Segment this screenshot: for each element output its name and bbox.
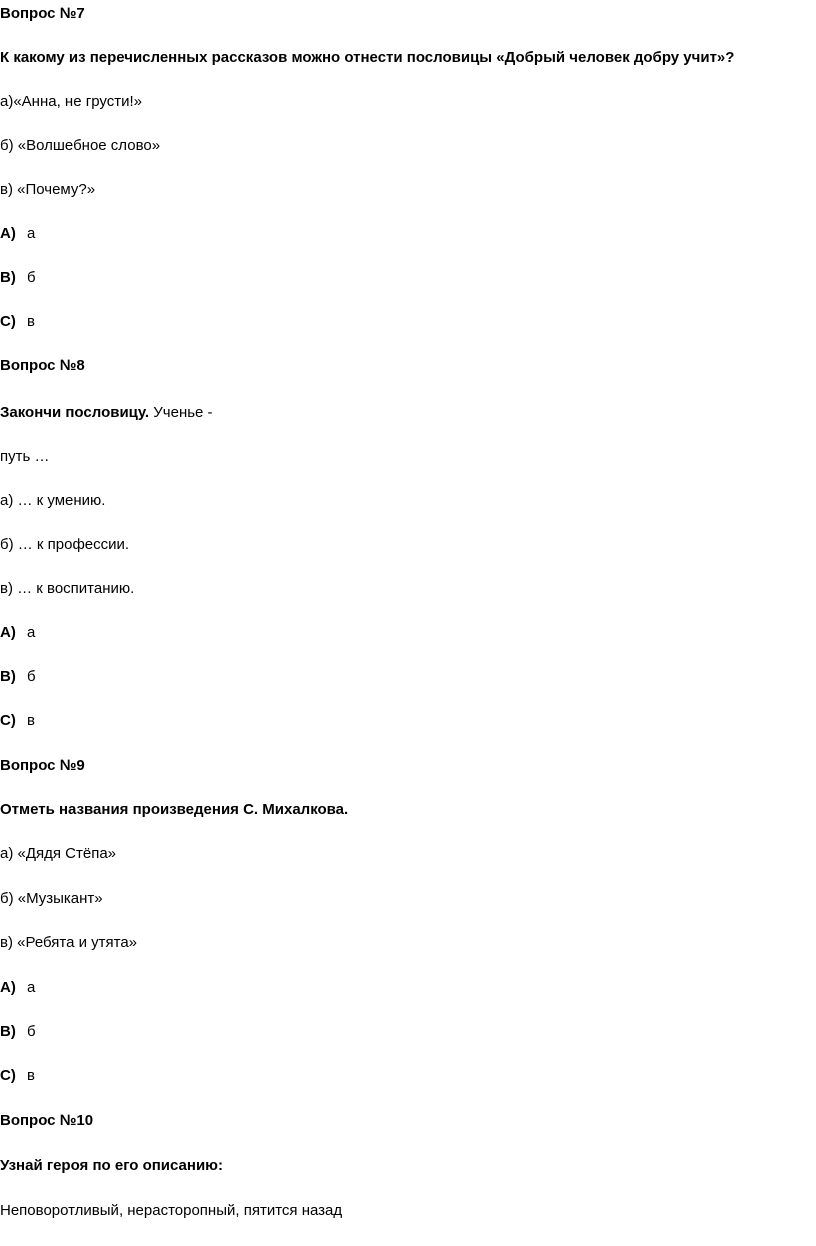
question-9-choice-c[interactable]	[0, 1066, 35, 1086]
choice-letter: C)	[0, 1067, 16, 1084]
question-7-choice-c[interactable]	[0, 312, 35, 332]
question-9-option-b: б) «Музыкант»	[0, 890, 103, 907]
question-8-text-rest: Ученье -	[149, 404, 213, 421]
question-7-option-a: а)«Анна, не грусти!»	[0, 93, 142, 110]
question-8-text-bold: Закончи пословицу.	[0, 404, 150, 421]
choice-value: а	[27, 225, 36, 242]
choice-letter: A)	[0, 979, 16, 996]
question-8-option-a: а) … к умению.	[0, 492, 106, 509]
choice-letter: A)	[0, 624, 16, 641]
question-7-option-b: б) «Волшебное слово»	[0, 137, 161, 154]
choice-value: в	[27, 1067, 35, 1084]
question-8-text	[0, 403, 213, 423]
question-9-choice-a[interactable]	[0, 978, 35, 998]
question-8-option-b: б) … к профессии.	[0, 536, 130, 553]
question-10-text: Узнай героя по его описанию:	[0, 1157, 223, 1174]
question-8-text-continued: путь …	[0, 448, 50, 465]
question-8-heading: Вопрос №8	[0, 357, 85, 374]
choice-value: в	[27, 313, 35, 330]
question-7-heading: Вопрос №7	[0, 5, 85, 22]
question-8-choice-c[interactable]	[0, 711, 35, 731]
choice-value: б	[27, 668, 36, 685]
question-8-choice-a[interactable]	[0, 623, 35, 643]
choice-letter: C)	[0, 313, 16, 330]
question-10-description: Неповоротливый, нерасторопный, пятится назад	[0, 1202, 343, 1219]
choice-letter: A)	[0, 225, 16, 242]
question-7-text: К какому из перечисленных рассказов можно отнести пословицы «Добрый человек добру учит»?	[0, 49, 735, 66]
question-7-choice-b[interactable]	[0, 268, 36, 288]
question-9-option-a: а) «Дядя Стёпа»	[0, 845, 117, 862]
choice-letter: B)	[0, 1023, 16, 1040]
choice-value: а	[27, 979, 36, 996]
question-8-option-c: в) … к воспитанию.	[0, 580, 135, 597]
choice-value: в	[27, 712, 35, 729]
choice-value: б	[27, 269, 36, 286]
question-9-choice-b[interactable]	[0, 1022, 36, 1042]
question-7-option-c: в) «Почему?»	[0, 181, 96, 198]
choice-value: а	[27, 624, 36, 641]
choice-value: б	[27, 1023, 36, 1040]
choice-letter: C)	[0, 712, 16, 729]
question-9-text: Отметь названия произведения С. Михалкова.	[0, 801, 349, 818]
question-8-choice-b[interactable]	[0, 667, 36, 687]
choice-letter: B)	[0, 269, 16, 286]
question-7-choice-a[interactable]	[0, 224, 35, 244]
question-9-option-c: в) «Ребята и утята»	[0, 934, 138, 951]
question-9-heading: Вопрос №9	[0, 757, 85, 774]
question-10-heading: Вопрос №10	[0, 1112, 94, 1129]
choice-letter: B)	[0, 668, 16, 685]
